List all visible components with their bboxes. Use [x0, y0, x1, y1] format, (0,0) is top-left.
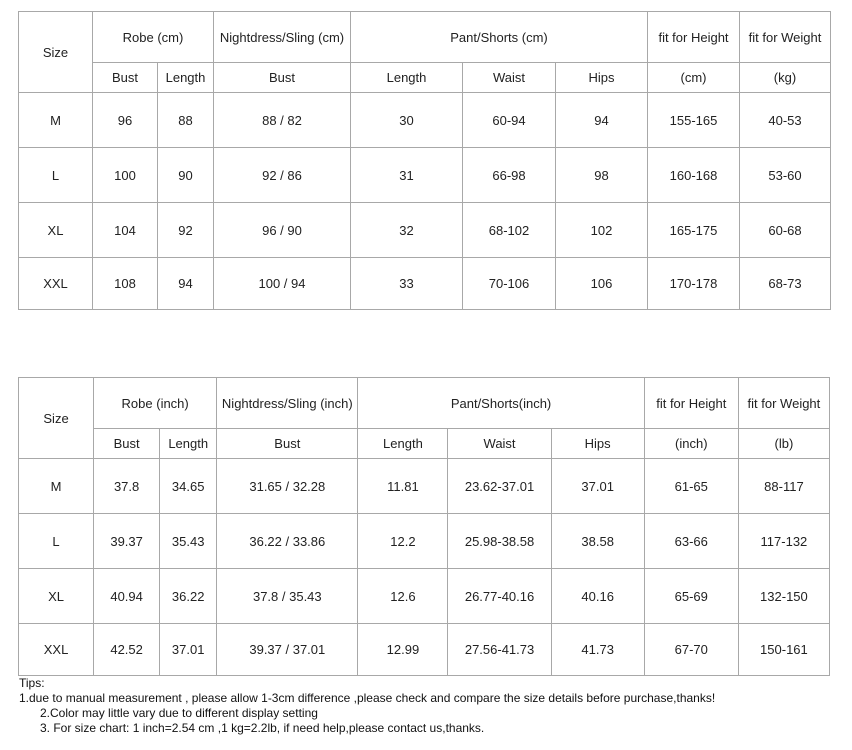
waist-cell: 68-102: [463, 203, 556, 258]
header-fit-weight: fit for Weight: [740, 12, 831, 63]
robe-length-cell: 92: [158, 203, 214, 258]
subheader-height-unit: (inch): [644, 429, 738, 459]
nightdress-bust-cell: 92 / 86: [214, 148, 351, 203]
subheader-nightdress-bust: Bust: [217, 429, 358, 459]
robe-bust-cell: 39.37: [94, 514, 160, 569]
robe-bust-cell: 108: [93, 258, 158, 310]
subheader-pant-length: Length: [358, 429, 448, 459]
hips-cell: 38.58: [551, 514, 644, 569]
waist-cell: 27.56-41.73: [448, 624, 551, 676]
size-cell: M: [19, 93, 93, 148]
pant-length-cell: 31: [351, 148, 463, 203]
robe-bust-cell: 96: [93, 93, 158, 148]
hips-cell: 94: [556, 93, 648, 148]
weight-cell: 150-161: [738, 624, 829, 676]
pant-length-cell: 12.6: [358, 569, 448, 624]
robe-bust-cell: 100: [93, 148, 158, 203]
weight-cell: 117-132: [738, 514, 829, 569]
table-row: [19, 93, 831, 148]
waist-cell: 70-106: [463, 258, 556, 310]
subheader-robe-bust: Bust: [93, 63, 158, 93]
nightdress-bust-cell: 96 / 90: [214, 203, 351, 258]
weight-cell: 40-53: [740, 93, 831, 148]
tip-line-3: 3. For size chart: 1 inch=2.54 cm ,1 kg=2.2lb, if need help,please contact us,thanks.: [40, 721, 485, 735]
nightdress-bust-cell: 37.8 / 35.43: [217, 569, 358, 624]
subheader-nightdress-bust: Bust: [214, 63, 351, 93]
weight-cell: 60-68: [740, 203, 831, 258]
header-fit-height: fit for Height: [644, 378, 738, 429]
header-robe: Robe (cm): [93, 12, 214, 63]
pant-length-cell: 32: [351, 203, 463, 258]
height-cell: 63-66: [644, 514, 738, 569]
robe-length-cell: 35.43: [160, 514, 217, 569]
waist-cell: 60-94: [463, 93, 556, 148]
header-pant-shorts: Pant/Shorts (cm): [351, 12, 648, 63]
size-chart-cm-table: [18, 11, 831, 310]
header-size: Size: [19, 12, 93, 93]
robe-bust-cell: 42.52: [94, 624, 160, 676]
subheader-height-unit: (cm): [648, 63, 740, 93]
subheader-waist: Waist: [463, 63, 556, 93]
table-row: [19, 624, 830, 676]
header-fit-height: fit for Height: [648, 12, 740, 63]
robe-bust-cell: 40.94: [94, 569, 160, 624]
table-row: [19, 148, 831, 203]
header-size: Size: [19, 378, 94, 459]
height-cell: 61-65: [644, 459, 738, 514]
hips-cell: 37.01: [551, 459, 644, 514]
size-cell: XL: [19, 569, 94, 624]
subheader-hips: Hips: [551, 429, 644, 459]
tip-line-1: 1.due to manual measurement , please allow 1-3cm difference ,please check and compare the size details before purchase,thanks!: [19, 691, 716, 705]
tip-line-2: 2.Color may little vary due to different display setting: [40, 706, 318, 720]
weight-cell: 88-117: [738, 459, 829, 514]
weight-cell: 53-60: [740, 148, 831, 203]
header-nightdress: Nightdress/Sling (cm): [214, 12, 351, 63]
height-cell: 155-165: [648, 93, 740, 148]
subheader-waist: Waist: [448, 429, 551, 459]
robe-length-cell: 90: [158, 148, 214, 203]
size-chart-inch-table: [18, 377, 830, 676]
hips-cell: 40.16: [551, 569, 644, 624]
header-nightdress: Nightdress/Sling (inch): [217, 378, 358, 429]
header-fit-weight: fit for Weight: [738, 378, 829, 429]
subheader-pant-length: Length: [351, 63, 463, 93]
table-row: [19, 258, 831, 310]
hips-cell: 98: [556, 148, 648, 203]
table-row: [19, 459, 830, 514]
weight-cell: 68-73: [740, 258, 831, 310]
robe-length-cell: 37.01: [160, 624, 217, 676]
pant-length-cell: 12.2: [358, 514, 448, 569]
size-cell: M: [19, 459, 94, 514]
size-cell: XXL: [19, 258, 93, 310]
subheader-robe-length: Length: [158, 63, 214, 93]
waist-cell: 26.77-40.16: [448, 569, 551, 624]
nightdress-bust-cell: 88 / 82: [214, 93, 351, 148]
size-cell: L: [19, 514, 94, 569]
waist-cell: 25.98-38.58: [448, 514, 551, 569]
nightdress-bust-cell: 100 / 94: [214, 258, 351, 310]
subheader-weight-unit: (lb): [738, 429, 829, 459]
height-cell: 170-178: [648, 258, 740, 310]
pant-length-cell: 30: [351, 93, 463, 148]
size-cell: XL: [19, 203, 93, 258]
robe-bust-cell: 104: [93, 203, 158, 258]
weight-cell: 132-150: [738, 569, 829, 624]
header-pant-shorts: Pant/Shorts(inch): [358, 378, 644, 429]
height-cell: 165-175: [648, 203, 740, 258]
table-row: [19, 203, 831, 258]
size-cell: XXL: [19, 624, 94, 676]
hips-cell: 102: [556, 203, 648, 258]
subheader-hips: Hips: [556, 63, 648, 93]
hips-cell: 106: [556, 258, 648, 310]
size-cell: L: [19, 148, 93, 203]
table-row: [19, 514, 830, 569]
subheader-robe-length: Length: [160, 429, 217, 459]
robe-length-cell: 88: [158, 93, 214, 148]
hips-cell: 41.73: [551, 624, 644, 676]
robe-bust-cell: 37.8: [94, 459, 160, 514]
nightdress-bust-cell: 31.65 / 32.28: [217, 459, 358, 514]
pant-length-cell: 33: [351, 258, 463, 310]
robe-length-cell: 36.22: [160, 569, 217, 624]
robe-length-cell: 94: [158, 258, 214, 310]
subheader-robe-bust: Bust: [94, 429, 160, 459]
pant-length-cell: 11.81: [358, 459, 448, 514]
waist-cell: 66-98: [463, 148, 556, 203]
height-cell: 160-168: [648, 148, 740, 203]
header-robe: Robe (inch): [94, 378, 217, 429]
robe-length-cell: 34.65: [160, 459, 217, 514]
nightdress-bust-cell: 39.37 / 37.01: [217, 624, 358, 676]
subheader-weight-unit: (kg): [740, 63, 831, 93]
height-cell: 65-69: [644, 569, 738, 624]
tips-section: [19, 676, 839, 736]
pant-length-cell: 12.99: [358, 624, 448, 676]
waist-cell: 23.62-37.01: [448, 459, 551, 514]
table-row: [19, 569, 830, 624]
tips-title: Tips:: [19, 676, 45, 690]
height-cell: 67-70: [644, 624, 738, 676]
nightdress-bust-cell: 36.22 / 33.86: [217, 514, 358, 569]
